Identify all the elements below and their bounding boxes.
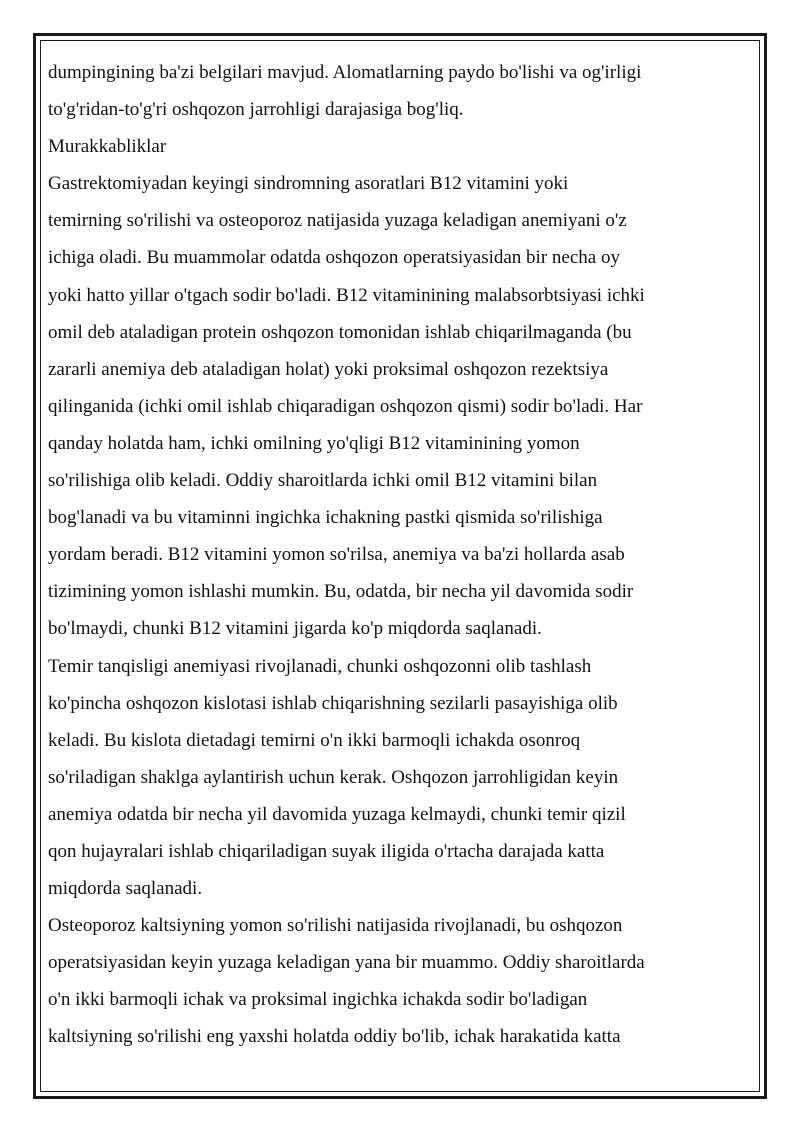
text-line: yordam beradi. B12 vitamini yomon so'rilsa, anemiya va ba'zi hollarda asab (48, 544, 625, 566)
text-line: anemiya odatda bir necha yil davomida yuzaga kelmaydi, chunki temir qizil (48, 803, 626, 825)
text-line: bog'lanadi va bu vitaminni ingichka ichakning pastki qismida so'rilishiga (48, 507, 603, 529)
text-line: to'g'ridan-to'g'ri oshqozon jarrohligi darajasiga bog'liq. (48, 99, 464, 121)
text-line: yoki hatto yillar o'tgach sodir bo'ladi. B12 vitaminining malabsorbtsiyasi ichki (48, 284, 645, 306)
text-line: Gastrektomiyadan keyingi sindromning asoratlari B12 vitamini yoki (48, 173, 569, 195)
text-line: zararli anemiya deb ataladigan holat) yoki proksimal oshqozon rezektsiya (48, 358, 609, 380)
text-line: temirning so'rilishi va osteoporoz natijasida yuzaga keladigan anemiyani o'z (48, 210, 627, 232)
text-line: tizimining yomon ishlashi mumkin. Bu, odatda, bir necha yil davomida sodir (48, 581, 634, 603)
text-line: omil deb ataladigan protein oshqozon tomonidan ishlab chiqarilmaganda (bu (48, 321, 632, 343)
text-line: operatsiyasidan keyin yuzaga keladigan yana bir muammo. Oddiy sharoitlarda (48, 952, 645, 974)
document-body (48, 54, 738, 1056)
text-line: ko'pincha oshqozon kislotasi ishlab chiqarishning sezilarli pasayishiga olib (48, 692, 618, 714)
text-line: ichiga oladi. Bu muammolar odatda oshqozon operatsiyasidan bir necha oy (48, 247, 620, 269)
text-line: qon hujayralari ishlab chiqariladigan suyak iligida o'rtacha darajada katta (48, 840, 605, 862)
text-line: qilinganida (ichki omil ishlab chiqaradigan oshqozon qismi) sodir bo'ladi. Har (48, 395, 643, 417)
text-line: miqdorda saqlanadi. (48, 878, 203, 900)
text-line: dumpingining ba'zi belgilari mavjud. Alomatlarning paydo bo'lishi va og'irligi (48, 62, 642, 83)
section-heading: Murakkabliklar (48, 136, 167, 158)
text-line: bo'lmaydi, chunki B12 vitamini jigarda ko'p miqdorda saqlanadi. (48, 618, 542, 640)
text-line: Osteoporoz kaltsiyning yomon so'rilishi natijasida rivojlanadi, bu oshqozon (48, 915, 623, 937)
text-line: Temir tanqisligi anemiyasi rivojlanadi, chunki oshqozonni olib tashlash (48, 655, 592, 677)
text-line: so'rilishiga olib keladi. Oddiy sharoitlarda ichki omil B12 vitamini bilan (48, 470, 598, 492)
text-line: keladi. Bu kislota dietadagi temirni o'n ikki barmoqli ichakda osonroq (48, 729, 581, 751)
text-line: kaltsiyning so'rilishi eng yaxshi holatda oddiy bo'lib, ichak harakatida katta (48, 1026, 621, 1048)
text-line: so'riladigan shaklga aylantirish uchun kerak. Oshqozon jarrohligidan keyin (48, 766, 619, 788)
text-line: o'n ikki barmoqli ichak va proksimal ingichka ichakda sodir bo'ladigan (48, 989, 588, 1011)
text-line: qanday holatda ham, ichki omilning yo'qligi B12 vitaminining yomon (48, 432, 580, 454)
